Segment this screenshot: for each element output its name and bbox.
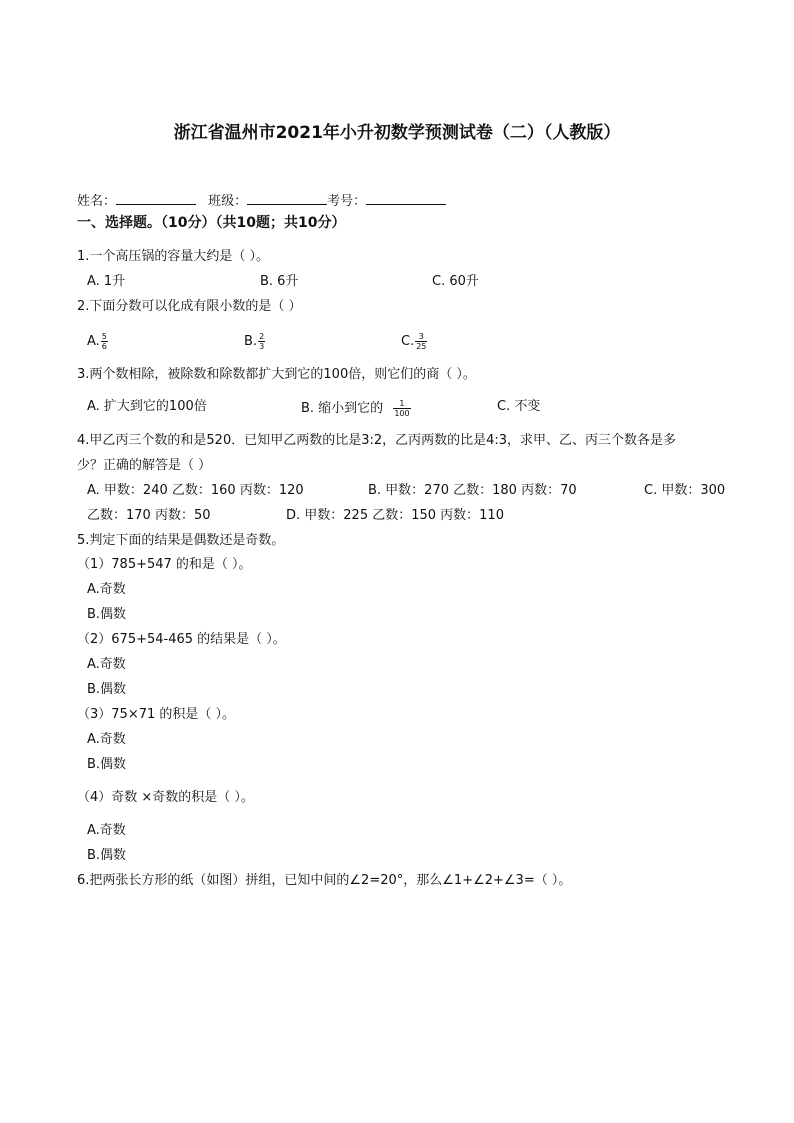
q5-part1-stem: （1）785+547 的和是（ ）。: [77, 557, 252, 572]
q5-part1-option-b[interactable]: B.偶数: [87, 607, 127, 622]
q5-part1-option-a[interactable]: A.奇数: [87, 582, 126, 597]
section-heading: 一、选择题。（10分）（共10题；共10分）: [77, 215, 346, 231]
q5-part4-option-a[interactable]: A.奇数: [87, 823, 126, 838]
q2-c-denominator: 25: [416, 342, 427, 351]
q4-stem-line1: 4.甲乙丙三个数的和是520．已知甲乙两数的比是3:2，乙丙两数的比是4:3，求甲、乙、丙三个数各是多: [77, 433, 677, 448]
q5-part3-stem: （3）75×71 的积是（ ）。: [77, 707, 236, 722]
q2-b-denominator: 3: [259, 342, 265, 351]
q3-b-denominator: 100: [394, 409, 410, 418]
q5-stem: 5.判定下面的结果是偶数还是奇数。: [77, 533, 285, 548]
q5-part4-stem: （4）奇数 ×奇数的积是（ ）。: [77, 790, 254, 805]
q4-option-c-line1[interactable]: C. 甲数：300: [644, 483, 726, 498]
q2-a-prefix: A.: [87, 334, 100, 349]
q3-b-numerator: 1: [393, 399, 410, 409]
q2-option-a[interactable]: [87, 332, 108, 351]
q2-a-fraction: [101, 332, 108, 351]
exam-no-label: 考号：: [327, 194, 367, 209]
q1-option-a[interactable]: A. 1升: [87, 274, 126, 289]
q2-b-numerator: 2: [259, 332, 265, 341]
q2-option-b[interactable]: [244, 332, 265, 351]
class-label: 班级：: [208, 194, 248, 209]
q3-b-fraction: [393, 399, 410, 418]
q4-option-c-line2[interactable]: 乙数：170 丙数：50: [87, 508, 211, 523]
exam-no-blank[interactable]: [366, 192, 446, 205]
q1-stem: 1.一个高压锅的容量大约是（ ）。: [77, 249, 270, 264]
q4-option-a[interactable]: A. 甲数：240 乙数：160 丙数：120: [87, 483, 304, 498]
q2-a-denominator: 6: [101, 342, 107, 351]
q2-c-numerator: 3: [415, 332, 427, 342]
q4-option-d[interactable]: D. 甲数：225 乙数：150 丙数：110: [286, 508, 504, 523]
q5-part2-option-b[interactable]: B.偶数: [87, 682, 127, 697]
q3-b-prefix: B. 缩小到它的: [301, 401, 384, 416]
q4-option-b[interactable]: B. 甲数：270 乙数：180 丙数：70: [368, 483, 577, 498]
q5-part2-stem: （2）675+54-465 的结果是（ ）。: [77, 632, 286, 647]
name-blank[interactable]: [116, 192, 196, 205]
q4-stem-line2: 少？正确的解答是（ ）: [77, 458, 212, 473]
class-blank[interactable]: [247, 192, 327, 205]
q2-b-prefix: B.: [244, 334, 258, 349]
q6-stem: 6.把两张长方形的纸（如图）拼组，已知中间的∠2=20°，那么∠1+∠2+∠3=（ ）。: [77, 873, 572, 888]
q2-c-prefix: C.: [401, 334, 415, 349]
q3-option-a[interactable]: A. 扩大到它的100倍: [87, 399, 207, 414]
student-info-row: [77, 192, 446, 210]
q5-part2-option-a[interactable]: A.奇数: [87, 657, 126, 672]
q2-a-numerator: 5: [101, 332, 107, 341]
q5-part3-option-a[interactable]: A.奇数: [87, 732, 126, 747]
q3-stem: 3.两个数相除，被除数和除数都扩大到它的100倍，则它们的商（ ）。: [77, 367, 476, 382]
q5-part3-option-b[interactable]: B.偶数: [87, 757, 127, 772]
q5-part4-option-b[interactable]: B.偶数: [87, 848, 127, 863]
name-label: 姓名：: [77, 194, 117, 209]
q2-b-fraction: [258, 332, 265, 351]
q2-stem: 2.下面分数可以化成有限小数的是（ ）: [77, 299, 302, 314]
q2-option-c[interactable]: [401, 332, 427, 351]
exam-title: 浙江省温州市2021年小升初数学预测试卷（二）（人教版）: [173, 123, 621, 143]
q2-c-fraction: [415, 332, 427, 351]
q1-option-c[interactable]: C. 60升: [432, 274, 479, 289]
q1-option-b[interactable]: B. 6升: [260, 274, 299, 289]
q3-option-c[interactable]: C. 不变: [497, 399, 541, 414]
q3-option-b[interactable]: [301, 399, 411, 418]
